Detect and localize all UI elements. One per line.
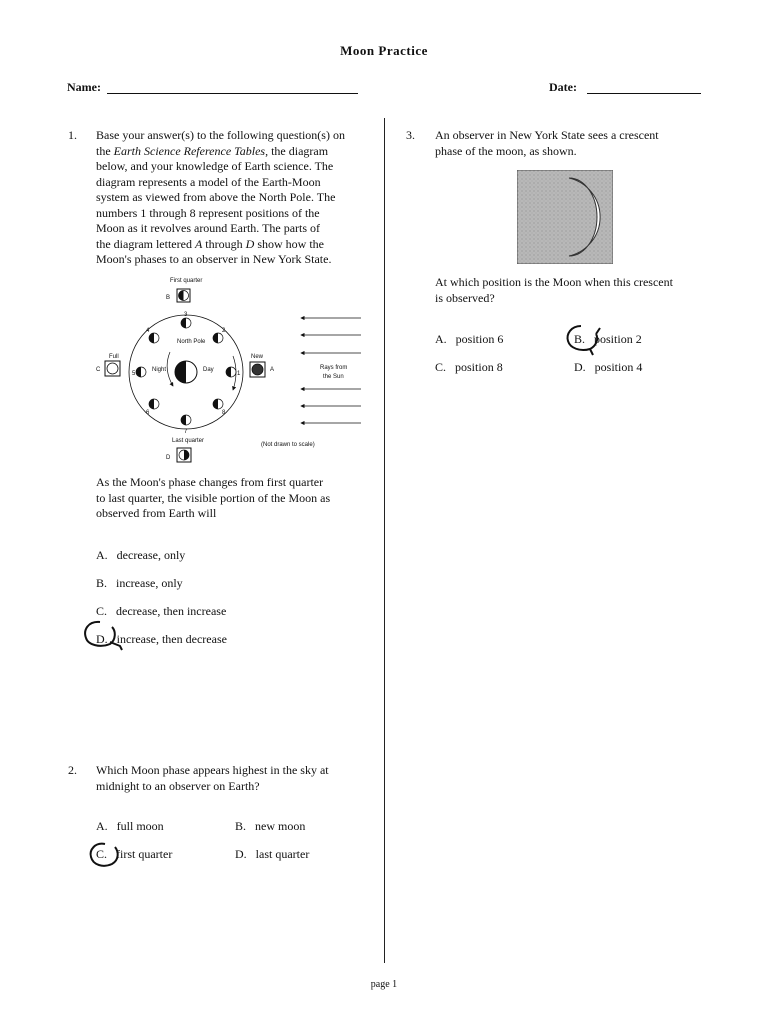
page-title: Moon Practice bbox=[340, 43, 428, 58]
moon-position-3 bbox=[181, 318, 191, 328]
moon-position-7 bbox=[181, 415, 191, 425]
moon-position-8 bbox=[213, 399, 223, 409]
date-label: Date: bbox=[549, 80, 577, 94]
first-quarter-label: First quarter bbox=[170, 278, 203, 284]
new-label: New bbox=[251, 354, 264, 360]
q1-option-a[interactable]: A. decrease, only bbox=[96, 548, 186, 562]
not-to-scale-note: (Not drawn to scale) bbox=[261, 442, 315, 448]
rays-label-1: Rays from bbox=[320, 365, 348, 371]
page-number: page 1 bbox=[370, 979, 398, 990]
letter-c: C bbox=[96, 367, 101, 373]
q2-stem: Which Moon phase appears highest in the sky at midnight to an observer on Earth? bbox=[96, 763, 329, 793]
q3-question: At which position is the Moon when this crescent is observed? bbox=[435, 275, 673, 305]
crescent-moon-image bbox=[517, 170, 613, 264]
night-label: Night bbox=[152, 367, 167, 373]
moon-position-5 bbox=[136, 367, 146, 377]
position-2-label: 2 bbox=[222, 328, 226, 334]
rays-label-2: the Sun bbox=[323, 374, 344, 380]
q1-option-d[interactable]: D. increase, then decrease bbox=[96, 632, 227, 646]
north-pole-label: North Pole bbox=[177, 339, 206, 345]
q2-option-b[interactable]: B. new moon bbox=[235, 819, 306, 833]
q3-answer-circle-mark bbox=[563, 322, 607, 358]
phase-a-icon bbox=[250, 362, 265, 377]
date-field[interactable] bbox=[587, 93, 701, 94]
q3-option-c[interactable]: C. position 8 bbox=[435, 360, 503, 374]
earth-moon-diagram bbox=[93, 274, 363, 469]
q2-option-c[interactable]: C. first quarter bbox=[96, 847, 173, 861]
position-5-label: 5 bbox=[132, 371, 136, 377]
phase-c-icon bbox=[105, 361, 120, 376]
full-label: Full bbox=[109, 354, 119, 360]
q3-option-d[interactable]: D. position 4 bbox=[574, 360, 643, 374]
position-7-label: 7 bbox=[184, 429, 188, 435]
q1-option-b[interactable]: B. increase, only bbox=[96, 576, 183, 590]
q1-intro: Base your answer(s) to the following question(s) on the Earth Science Reference Tables, the diagram below, and your knowledge of Earth science. The diagram represents a model of the Earth-Moon system as viewed from above the North Pole. The numbers 1 through 8 represent positions of the Moon as it revolves around Earth. The parts of the diagram lettered A through D show how the Moon's phases to an observer in New York State. bbox=[96, 128, 345, 266]
letter-b: B bbox=[166, 295, 171, 301]
last-quarter-label: Last quarter bbox=[172, 438, 205, 444]
q1-number: 1. bbox=[68, 128, 77, 142]
moon-position-4 bbox=[149, 333, 159, 343]
q3-option-b[interactable]: B. position 2 bbox=[574, 332, 642, 346]
letter-d: D bbox=[166, 455, 171, 461]
q1-answer-circle-mark bbox=[80, 618, 126, 652]
q3-number: 3. bbox=[406, 128, 415, 142]
earth-icon bbox=[175, 361, 197, 383]
q2-option-d[interactable]: D. last quarter bbox=[235, 847, 310, 861]
q3-option-a[interactable]: A. position 6 bbox=[435, 332, 504, 346]
q1-stem: As the Moon's phase changes from first quarter to last quarter, the visible portion of the Moon as observed from Earth will bbox=[96, 475, 331, 520]
moon-position-1 bbox=[226, 367, 236, 377]
moon-position-2 bbox=[213, 333, 223, 343]
position-3-label: 3 bbox=[184, 312, 188, 318]
q1-option-c[interactable]: C. decrease, then increase bbox=[96, 604, 227, 618]
position-4-label: 4 bbox=[146, 328, 150, 334]
q3-stem: An observer in New York State sees a crescent phase of the moon, as shown. bbox=[435, 128, 659, 158]
q2-answer-circle-mark bbox=[85, 840, 125, 872]
q2-number: 2. bbox=[68, 763, 77, 777]
name-field[interactable] bbox=[107, 93, 358, 94]
moon-position-6 bbox=[149, 399, 159, 409]
column-divider bbox=[384, 118, 385, 963]
phase-d-icon bbox=[177, 448, 191, 462]
phase-b-icon bbox=[177, 289, 190, 302]
position-1-label: 1 bbox=[237, 371, 241, 377]
position-8-label: 8 bbox=[222, 410, 226, 416]
q2-option-a[interactable]: A. full moon bbox=[96, 819, 164, 833]
day-label: Day bbox=[203, 367, 214, 373]
position-6-label: 6 bbox=[146, 410, 150, 416]
letter-a: A bbox=[270, 367, 275, 373]
name-label: Name: bbox=[67, 80, 101, 94]
